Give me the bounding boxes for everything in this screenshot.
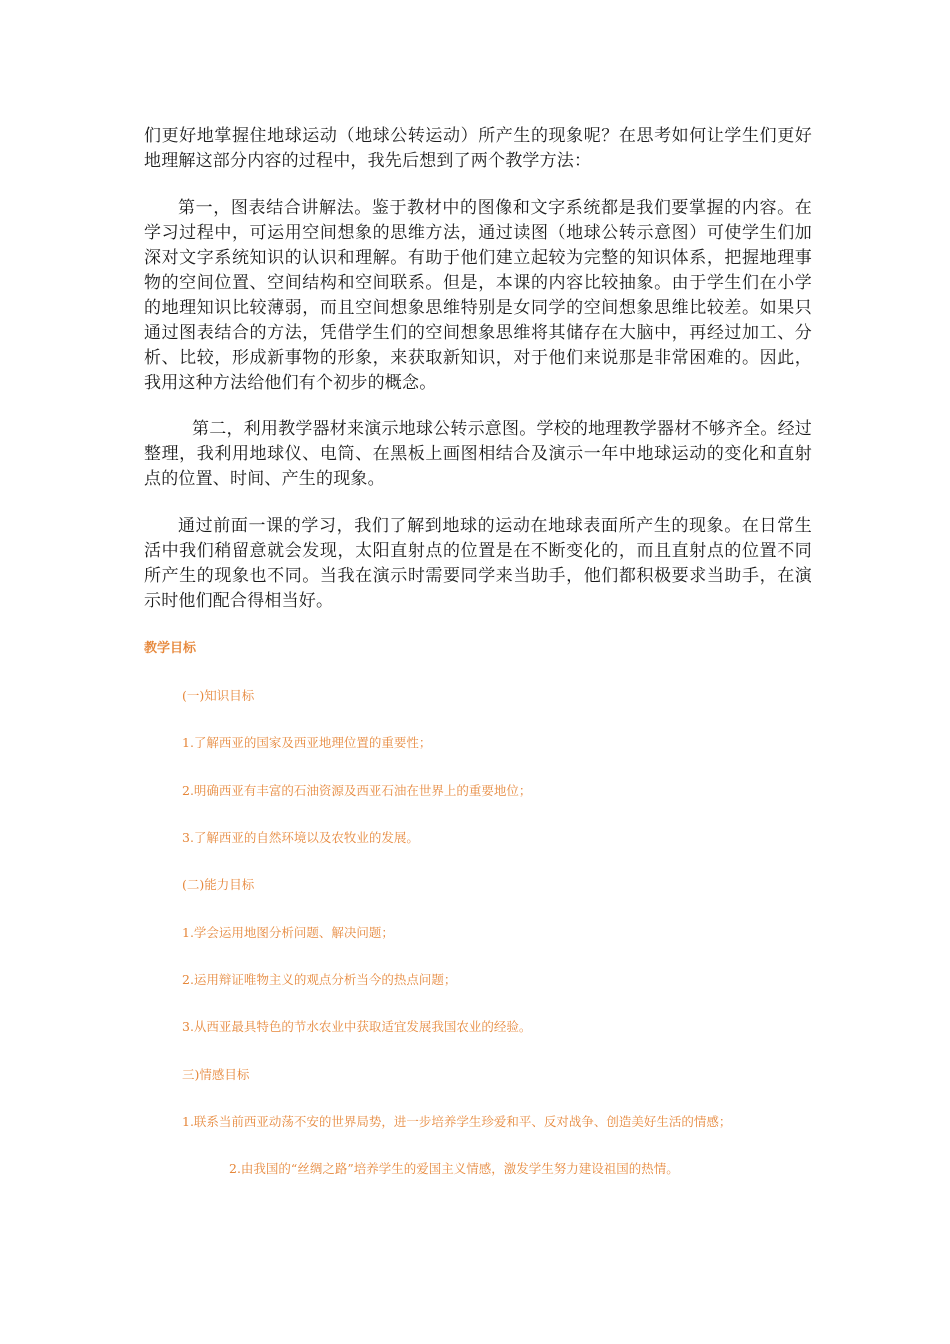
knowledge-item-3: 3.了解西亚的自然环境以及农牧业的发展。	[182, 830, 419, 845]
knowledge-objectives-title: (一)知识目标	[182, 688, 255, 703]
knowledge-item-2: 2.明确西亚有丰富的石油资源及西亚石油在世界上的重要地位；	[182, 783, 532, 798]
paragraph-method-one: 第一，图表结合讲解法。鉴于教材中的图像和文字系统都是我们要掌握的内容。在学习过程中，可运用空间想象的思维方法，通过读图（地球公转示意图）可使学生们加深对文字系统知识的认识和理解。有助于他们建立起较为完整的知识体系，把握地理事物的空间位置、空间结构和空间联系。但是，本课的内容比较抽象。由于学生们在小学的地理知识比较薄弱，而且空间想象思维特别是女同学的空间想象思维比较差。如果只通过图表结合的方法，凭借学生们的空间想象思维将其储存在大脑中，再经过加工、分析、比较，形成新事物的形象，来获取新知识，对于他们来说那是非常困难的。因此，我用这种方法给他们有个初步的概念。	[144, 198, 812, 393]
ability-item-2: 2.运用辩证唯物主义的观点分析当今的热点问题；	[182, 972, 457, 987]
ability-objectives-title: (二)能力目标	[182, 877, 255, 892]
emotion-item-2: 2.由我国的“丝绸之路”培养学生的爱国主义情感，激发学生努力建设祖国的热情。	[229, 1161, 679, 1176]
ability-item-3: 3.从西亚最具特色的节水农业中获取适宜发展我国农业的经验。	[182, 1019, 532, 1034]
emotion-item-1: 1.联系当前西亚动荡不安的世界局势，进一步培养学生珍爱和平、反对战争、创造美好生活的情感；	[182, 1114, 732, 1129]
paragraph-review: 通过前面一课的学习，我们了解到地球的运动在地球表面所产生的现象。在日常生活中我们稍留意就会发现，太阳直射点的位置是在不断变化的，而且直射点的位置不同所产生的现象也不同。当我在演示时需要同学来当助手，他们都积极要求当助手，在演示时他们配合得相当好。	[144, 516, 812, 611]
emotion-objectives-title: 三)情感目标	[182, 1067, 250, 1082]
ability-item-1: 1.学会运用地图分析问题、解决问题；	[182, 925, 394, 940]
knowledge-item-1: 1.了解西亚的国家及西亚地理位置的重要性；	[182, 735, 432, 750]
paragraph-intro: 们更好地掌握住地球运动（地球公转运动）所产生的现象呢？在思考如何让学生们更好地理解这部分内容的过程中，我先后想到了两个教学方法：	[144, 126, 812, 171]
paragraph-method-two: 第二，利用教学器材来演示地球公转示意图。学校的地理教学器材不够齐全。经过整理，我利用地球仪、电筒、在黑板上画图相结合及演示一年中地球运动的变化和直射点的位置、时间、产生的现象。	[144, 419, 812, 489]
objectives-heading: 教学目标	[144, 641, 197, 656]
